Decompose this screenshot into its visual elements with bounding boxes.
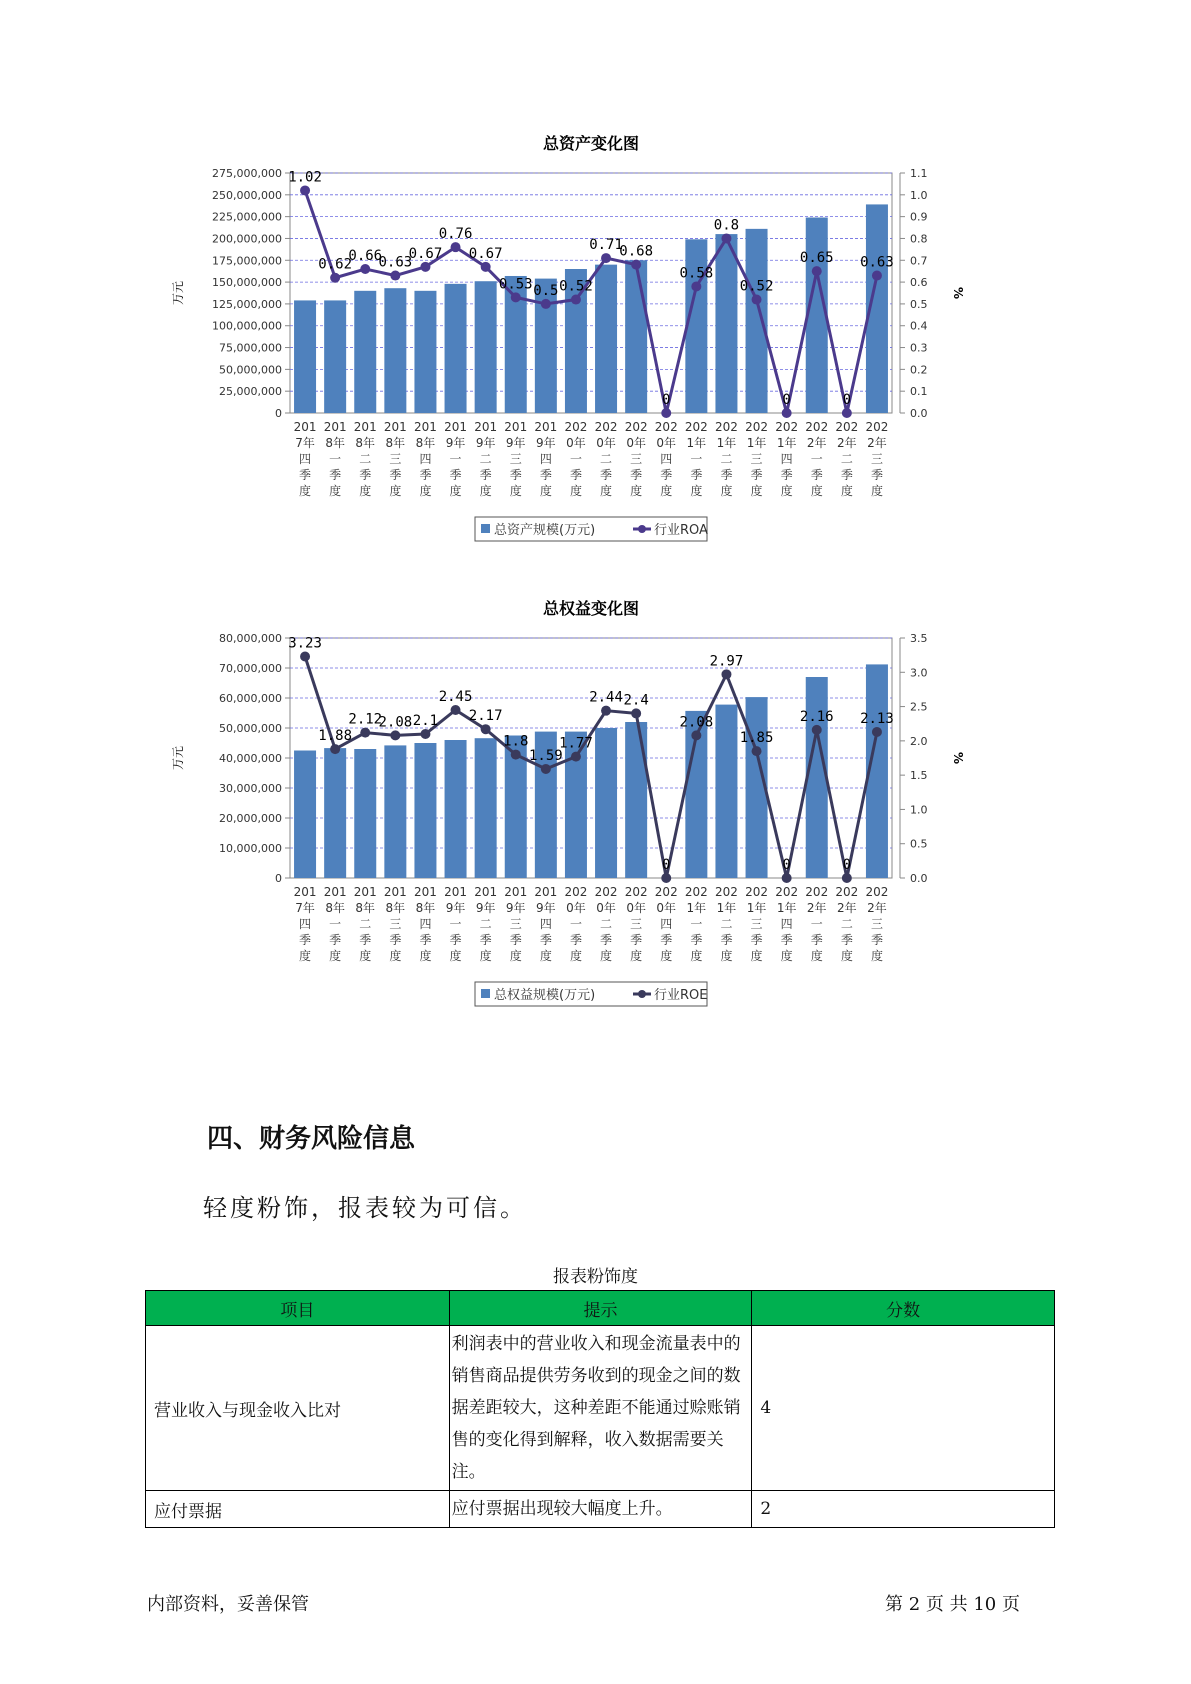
- x-tick-label: 201 9年三季度: [504, 885, 528, 963]
- table-row: [146, 1491, 1055, 1528]
- x-tick-label: 202 2年三季度: [865, 420, 889, 498]
- y2-tick-label: 3.0: [910, 666, 928, 680]
- data-label: 0.53: [498, 276, 533, 293]
- line-point: [601, 706, 611, 716]
- data-label: 2.1: [412, 713, 439, 729]
- data-label: 2.08: [378, 714, 413, 731]
- x-tick-label: 202 0年一季度: [564, 885, 588, 963]
- table-header-row: [146, 1291, 1055, 1326]
- data-label: 2.16: [799, 708, 834, 725]
- table-caption: 报表粉饰度: [553, 1267, 638, 1287]
- line-point: [390, 271, 400, 281]
- y-tick-label: 125,000,000: [212, 297, 282, 311]
- y-tick-label: 20,000,000: [219, 812, 282, 825]
- legend-bar-swatch: [481, 989, 490, 998]
- data-label: 0.62: [318, 256, 353, 273]
- line-point: [511, 292, 521, 302]
- x-tick-label: 202 1年一季度: [684, 885, 708, 963]
- y2-tick-label: 0.2: [910, 363, 928, 377]
- data-label: 1.88: [318, 728, 353, 745]
- data-label: 2.45: [438, 689, 473, 705]
- x-tick-label: 201 7年四季度: [293, 885, 317, 963]
- bar: [746, 229, 768, 413]
- bar: [294, 300, 316, 413]
- row-item: 应付票据: [146, 1491, 450, 1528]
- line-point: [691, 730, 701, 740]
- y2-tick-label: 2.0: [910, 734, 928, 748]
- row-item: 营业收入与现金收入比对: [146, 1326, 450, 1491]
- line-point: [390, 730, 400, 740]
- bar: [294, 751, 316, 879]
- x-tick-label: 202 1年一季度: [684, 420, 708, 498]
- y2-tick-label: 0.8: [910, 232, 928, 246]
- x-tick-label: 201 9年二季度: [474, 420, 498, 498]
- y-axis-label: 万元: [171, 745, 185, 771]
- x-tick-label: 202 0年三季度: [624, 420, 648, 498]
- data-label: 0.67: [468, 245, 503, 262]
- x-tick-label: 201 9年二季度: [474, 885, 498, 963]
- section-title: 四、财务风险信息: [207, 1124, 416, 1154]
- data-label: 1.8: [503, 733, 529, 750]
- bar: [445, 284, 467, 413]
- line-point: [481, 262, 491, 272]
- line-point: [842, 408, 852, 418]
- bar: [595, 728, 617, 878]
- bar: [414, 291, 436, 413]
- total-equity-chart: [170, 590, 1020, 1050]
- data-label: 0.8: [713, 217, 740, 234]
- bar: [354, 291, 376, 413]
- line-point: [571, 295, 581, 305]
- legend-line-label: 行业ROA: [654, 523, 708, 538]
- header-score: 分数: [752, 1291, 1055, 1326]
- legend-bar-label: 总资产规模(万元): [494, 523, 596, 538]
- line-point: [782, 408, 792, 418]
- line-point: [360, 728, 370, 738]
- x-tick-label: 201 8年一季度: [323, 885, 347, 963]
- line-point: [661, 408, 671, 418]
- y-tick-label: 0: [275, 407, 282, 420]
- x-tick-label: 202 0年二季度: [594, 885, 618, 963]
- y-tick-label: 10,000,000: [219, 842, 282, 855]
- y-tick-label: 75,000,000: [219, 341, 282, 355]
- y2-tick-label: 0.7: [910, 254, 928, 268]
- data-label: 2.17: [468, 708, 503, 725]
- x-tick-label: 202 2年一季度: [805, 885, 829, 963]
- data-label: 0.76: [438, 226, 473, 243]
- data-label: 0: [782, 857, 791, 873]
- x-tick-label: 201 9年四季度: [534, 420, 558, 498]
- legend-bar-label: 总权益规模(万元): [494, 988, 596, 1003]
- footer-confidential: 内部资料，妥善保管: [147, 1594, 309, 1615]
- x-tick-label: 202 0年四季度: [654, 420, 678, 498]
- x-tick-label: 202 0年三季度: [624, 885, 648, 963]
- bar: [715, 705, 737, 878]
- line-point: [691, 281, 701, 291]
- x-tick-label: 202 2年一季度: [805, 420, 829, 498]
- line-point: [812, 266, 822, 276]
- x-tick-label: 201 8年四季度: [413, 885, 437, 963]
- line-point: [752, 295, 762, 305]
- line-point: [631, 708, 641, 718]
- data-label: 1.77: [559, 735, 593, 752]
- data-label: 0.66: [348, 248, 383, 264]
- y-tick-label: 175,000,000: [212, 254, 282, 268]
- y-axis-label: 万元: [171, 280, 185, 306]
- y2-tick-label: 0.5: [910, 297, 928, 311]
- line-point: [451, 705, 461, 715]
- y-tick-label: 70,000,000: [219, 662, 282, 675]
- x-tick-label: 201 9年一季度: [444, 885, 468, 963]
- x-tick-label: 202 0年二季度: [594, 420, 618, 498]
- data-label: 2.12: [348, 711, 383, 728]
- y-tick-label: 150,000,000: [212, 276, 282, 290]
- bar: [445, 740, 467, 878]
- y-tick-label: 25,000,000: [219, 385, 282, 399]
- data-label: 0.65: [799, 250, 834, 267]
- y-tick-label: 80,000,000: [219, 632, 282, 645]
- bar: [324, 300, 346, 413]
- x-tick-label: 201 8年三季度: [383, 885, 407, 963]
- x-tick-label: 202 1年四季度: [775, 420, 799, 498]
- data-label: 2.08: [679, 714, 714, 731]
- x-tick-label: 202 0年四季度: [654, 885, 678, 963]
- row-score: 2: [752, 1491, 1055, 1528]
- data-label: 0.68: [619, 243, 654, 260]
- legend-bar-swatch: [481, 524, 490, 533]
- y2-tick-label: 0.9: [910, 210, 928, 224]
- table-row: [146, 1326, 1055, 1491]
- bar: [414, 743, 436, 878]
- row-tip: 应付票据出现较大幅度上升。: [449, 1491, 752, 1528]
- y-tick-label: 225,000,000: [212, 210, 282, 224]
- line-point: [601, 253, 611, 263]
- legend-line-label: 行业ROE: [654, 988, 708, 1003]
- x-tick-label: 202 1年四季度: [775, 885, 799, 963]
- line-point: [721, 669, 731, 679]
- line-point: [631, 260, 641, 270]
- data-label: 0.58: [679, 265, 714, 282]
- y2-tick-label: 0.4: [910, 319, 928, 333]
- risk-table: [145, 1290, 1055, 1528]
- header-tip: 提示: [449, 1291, 752, 1326]
- line-point: [420, 729, 430, 739]
- line-point: [661, 873, 671, 883]
- data-label: 0: [662, 857, 671, 873]
- x-tick-label: 202 1年二季度: [714, 420, 738, 498]
- y2-axis-label: %: [951, 286, 965, 300]
- data-label: 1.85: [739, 730, 774, 747]
- bar: [806, 218, 828, 413]
- x-tick-label: 202 1年二季度: [714, 885, 738, 963]
- line-point: [360, 264, 370, 274]
- x-tick-label: 201 8年一季度: [323, 420, 347, 498]
- data-label: 0.63: [860, 254, 894, 271]
- y2-tick-label: 1.0: [910, 188, 928, 202]
- y-tick-label: 50,000,000: [219, 722, 282, 735]
- bar: [625, 260, 647, 413]
- bar: [715, 234, 737, 413]
- bar: [475, 738, 497, 878]
- y2-tick-label: 0.5: [910, 837, 928, 851]
- line-point: [782, 873, 792, 883]
- x-tick-label: 201 8年三季度: [383, 420, 407, 498]
- y-tick-label: 250,000,000: [212, 188, 282, 202]
- y2-tick-label: 0.6: [910, 276, 928, 290]
- legend-line-dot: [638, 525, 646, 533]
- x-tick-label: 202 2年二季度: [835, 420, 859, 498]
- total-assets-chart: [170, 125, 1020, 585]
- line-point: [812, 725, 822, 735]
- bar: [324, 748, 346, 878]
- row-score: 4: [752, 1326, 1055, 1491]
- line-point: [451, 242, 461, 252]
- line-point: [872, 727, 882, 737]
- data-label: 0.67: [408, 245, 443, 262]
- y2-tick-label: 0.3: [910, 341, 928, 355]
- total-equity-chart-svg: [170, 590, 1020, 1050]
- line-point: [330, 273, 340, 283]
- y2-tick-label: 1.5: [910, 769, 928, 783]
- bar: [806, 677, 828, 878]
- x-tick-label: 202 0年一季度: [564, 420, 588, 498]
- y2-tick-label: 1.1: [910, 167, 928, 180]
- x-tick-label: 201 9年四季度: [534, 885, 558, 963]
- data-label: 1.59: [528, 747, 563, 764]
- x-tick-label: 202 1年三季度: [745, 420, 769, 498]
- data-label: 2.13: [860, 710, 894, 727]
- y2-tick-label: 1.0: [910, 803, 928, 817]
- bar: [384, 288, 406, 413]
- data-label: 2.4: [623, 692, 649, 709]
- total-assets-chart-svg: [170, 125, 1020, 585]
- line-point: [842, 873, 852, 883]
- line-point: [330, 744, 340, 754]
- y2-tick-label: 0.0: [910, 872, 928, 885]
- line-point: [571, 752, 581, 762]
- data-label: 0.5: [533, 282, 559, 299]
- x-tick-label: 201 8年二季度: [353, 420, 377, 498]
- line-point: [721, 233, 731, 243]
- y2-tick-label: 0.0: [910, 407, 928, 420]
- row-tip: 利润表中的营业收入和现金流量表中的销售商品提供劳务收到的现金之间的数据差距较大，这种差距不能通过赊账销售的变化得到解释，收入数据需要关注。: [449, 1326, 752, 1491]
- y2-tick-label: 0.1: [910, 385, 928, 399]
- risk-summary: 轻度粉饰，报表较为可信。: [203, 1194, 527, 1222]
- bar: [475, 281, 497, 413]
- data-label: 0: [842, 857, 852, 873]
- bar: [595, 265, 617, 413]
- bar: [354, 749, 376, 878]
- y-tick-label: 30,000,000: [219, 782, 282, 795]
- x-tick-label: 202 2年三季度: [865, 885, 889, 963]
- y-tick-label: 60,000,000: [219, 692, 282, 705]
- line-point: [300, 185, 310, 195]
- y2-tick-label: 2.5: [910, 700, 928, 714]
- data-label: 0: [782, 392, 791, 408]
- data-label: 0: [662, 392, 671, 408]
- x-tick-label: 201 8年二季度: [353, 885, 377, 963]
- data-label: 1.02: [288, 169, 322, 186]
- data-label: 2.97: [709, 653, 744, 670]
- data-label: 0.52: [739, 278, 774, 295]
- y2-axis-label: %: [951, 751, 965, 765]
- data-label: 0.71: [589, 237, 623, 254]
- line-point: [541, 764, 551, 774]
- x-tick-label: 202 2年二季度: [835, 885, 859, 963]
- x-tick-label: 201 9年一季度: [444, 420, 468, 498]
- line-point: [511, 750, 521, 760]
- x-tick-label: 201 7年四季度: [293, 420, 317, 498]
- data-label: 0.52: [559, 278, 593, 295]
- x-tick-label: 202 1年三季度: [745, 885, 769, 963]
- data-label: 0: [842, 392, 852, 408]
- legend-line-dot: [638, 990, 646, 998]
- chart-title: 总权益变化图: [542, 599, 640, 618]
- line-point: [541, 299, 551, 309]
- line-point: [300, 652, 310, 662]
- x-tick-label: 201 8年四季度: [413, 420, 437, 498]
- header-item: 项目: [146, 1291, 450, 1326]
- data-label: 3.23: [288, 635, 322, 652]
- y-tick-label: 100,000,000: [212, 319, 282, 333]
- line-point: [872, 271, 882, 281]
- y-tick-label: 50,000,000: [219, 363, 282, 377]
- footer-page-number: 第 2 页 共 10 页: [885, 1594, 1020, 1615]
- chart-title: 总资产变化图: [542, 134, 640, 153]
- line-point: [481, 724, 491, 734]
- line-point: [752, 746, 762, 756]
- y-tick-label: 40,000,000: [219, 752, 282, 765]
- x-tick-label: 201 9年三季度: [504, 420, 528, 498]
- y-tick-label: 0: [275, 872, 282, 885]
- bar: [384, 745, 406, 878]
- y-tick-label: 275,000,000: [212, 167, 282, 180]
- data-label: 2.44: [589, 689, 623, 706]
- bar: [625, 722, 647, 878]
- data-label: 0.63: [378, 254, 413, 271]
- y2-tick-label: 3.5: [910, 632, 928, 645]
- y-tick-label: 200,000,000: [212, 232, 282, 246]
- line-point: [420, 262, 430, 272]
